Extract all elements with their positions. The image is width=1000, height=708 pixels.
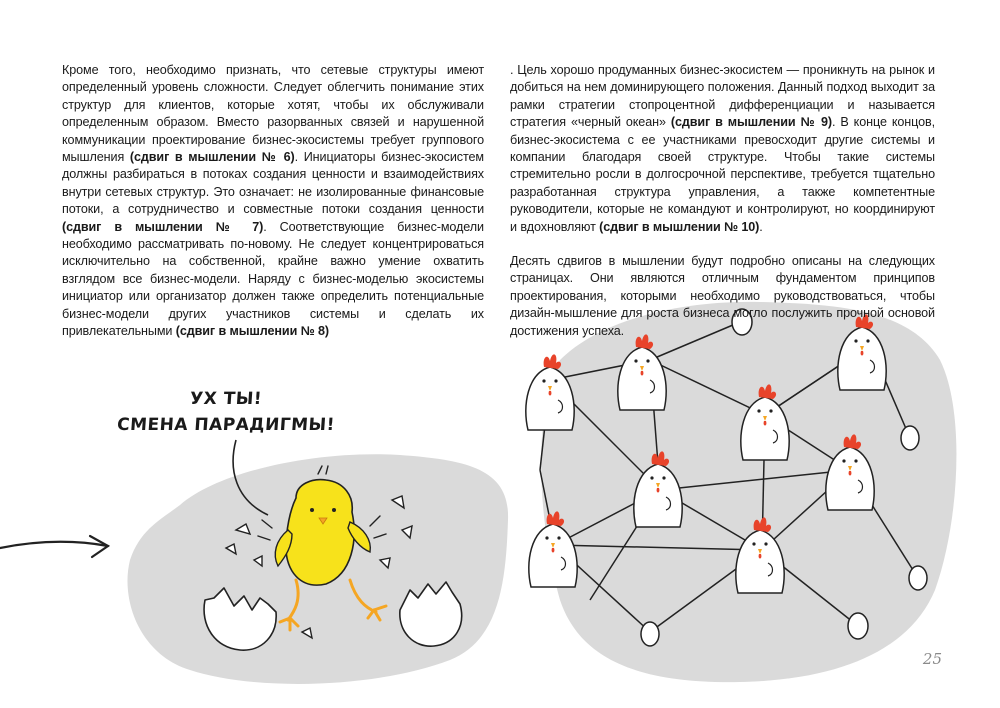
text-run: . Инициаторы бизнес-экосистем должны разбираться в потоках создания ценности и взаимодействиях внутри сетевых структур. Это означает: не изолированные финансовые потоки, а сотрудничество и совместные потоки создания ценности <box>62 150 484 217</box>
gray-blob-right <box>541 302 956 682</box>
paragraph <box>510 62 935 236</box>
page-number: 25 <box>922 650 942 668</box>
left-text-column <box>62 62 484 341</box>
egg-icon <box>848 613 868 639</box>
egg-icon <box>909 566 927 590</box>
paragraph <box>62 62 484 341</box>
egg-icon <box>641 622 659 646</box>
broken-eggshell-right <box>400 582 462 646</box>
speech-bubble <box>116 386 336 438</box>
text-run: . В конце концов, бизнес-экосистема с ее участниками превосходит другие системы и компании благодаря своей структуре. Чтобы такие системы стремительно росли в долгосрочной перспективе, требуется тщательно разработанная структура управления, а также компетентные руководители, которые не командуют и контролируют, но координируют и вдохновляют <box>510 115 936 234</box>
speech-line: УХ ТЫ! <box>189 389 263 409</box>
mindset-shift-reference: (сдвиг в мышлении № 8) <box>175 324 329 339</box>
paragraph: Десять сдвигов в мышлении будут подробно описаны на следующих страницах. Они являются отличным фундаментом принципов проектирования, которыми необходимо руководствоваться, чтобы дизайн-мышление для роста бизнеса могло послужить прочной основой достижения успеха. <box>510 254 935 338</box>
speech-line: СМЕНА ПАРАДИГМЫ! <box>116 415 336 435</box>
right-text-column <box>510 62 935 340</box>
mindset-shift-reference: (сдвиг в мышлении № 7) <box>62 219 264 234</box>
arrow-icon <box>0 536 108 557</box>
text-run: . Цель хорошо продуманных бизнес-экосистем — проникнуть на рынок и добиться на нем доминирующего положения. Данный подход выходит за рамки стратегии стопроцентной дифференциации и называется стратегия «черный океан» <box>510 63 935 130</box>
mindset-shift-reference: (сдвиг в мышлении № 6) <box>129 150 295 165</box>
egg-icon <box>901 426 919 450</box>
mindset-shift-reference: (сдвиг в мышлении № 10) <box>599 219 760 234</box>
mindset-shift-reference: (сдвиг в мышлении № 9) <box>670 115 832 130</box>
text-run: . <box>759 219 763 234</box>
text-run: Кроме того, необходимо признать, что сетевые структуры имеют определенный уровень сложности. Следует облегчить понимание этих структур для клиентов, которые хотят, чтобы их обслуживали определенным образом. Вместо разорванных связей и нарушенной коммуникации проектирование бизнес-экосистемы требует группового мышления <box>62 63 484 165</box>
text-run: . Соответствующие бизнес-модели необходимо рассматривать по-новому. Не следует концентрироваться исключительно на собственной, крайне важно умение охватить взглядом все бизнес-модели. Наряду с бизнес-моделью экосистемы инициатор или организатор должен также определить потенциальные бизнес-модели других участников системы и сделать их привлекательными <box>62 219 484 339</box>
